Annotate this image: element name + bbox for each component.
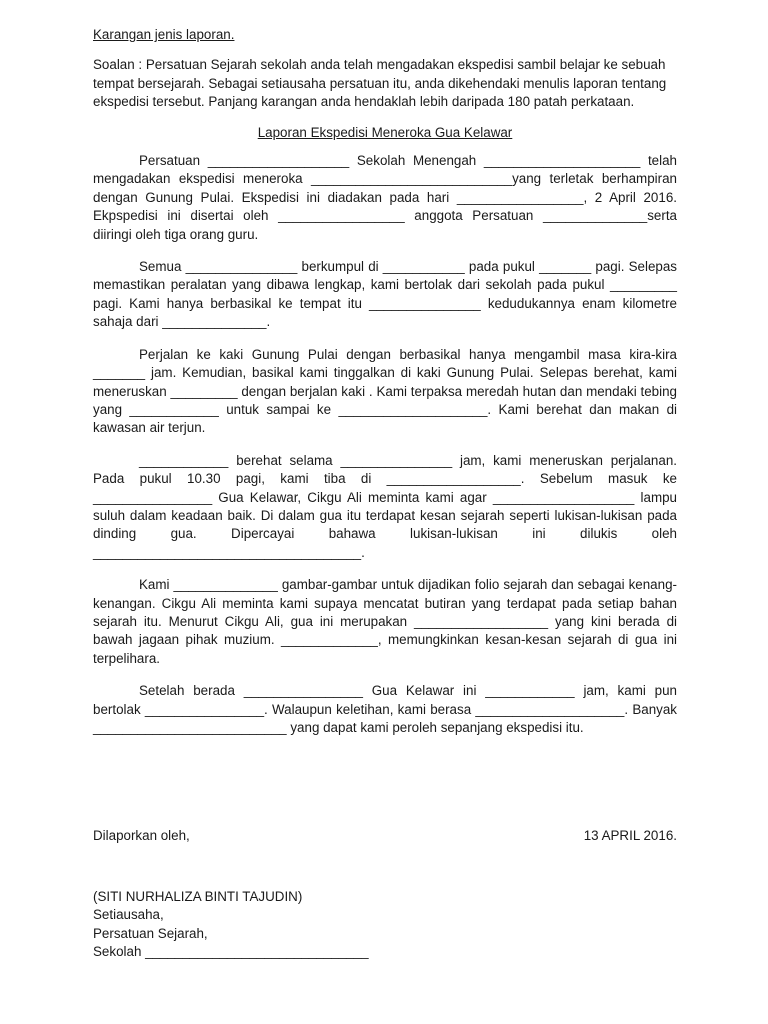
document-heading: Karangan jenis laporan. bbox=[93, 27, 235, 42]
document-page bbox=[93, 26, 677, 961]
report-date: 13 APRIL 2016. bbox=[583, 828, 677, 844]
paragraph: Semua _______________ berkumpul di ___________ pada pukul _______ pagi. Selepas memastikan peralatan yang dibawa lengkap, kami bertolak dari sekolah pada pukul _________ pagi. Kami hanya berbasikal ke tempat itu _______________ kedudukannya enam kilometre sahaja dari ______________. bbox=[93, 259, 677, 330]
signer-block bbox=[93, 888, 677, 962]
report-title: Laporan Ekspedisi Meneroka Gua Kelawar bbox=[257, 124, 513, 140]
signer-name: (SITI NURHALIZA BINTI TAJUDIN) bbox=[93, 888, 303, 904]
signature-row bbox=[93, 827, 677, 845]
reported-by-label: Dilaporkan oleh, bbox=[93, 828, 190, 844]
paragraph: Persatuan ___________________ Sekolah Menengah _____________________ telah mengadakan ekspedisi meneroka ___________________________yang terletak berhampiran dengan Gunung Pulai. Ekspedisi ini diadakan pada hari _________________, 2 April 2016. Ekpspedisi ini disertai oleh _________________ anggota Persatuan ______________serta diiringi oleh tiga orang guru. bbox=[93, 153, 677, 242]
paragraph: Setelah berada ________________ Gua Kelawar ini ____________ jam, kami pun bertolak ________________. Walaupun keletihan, kami berasa ____________________. Banyak __________________________ yang dapat kami peroleh sepanjang ekspedisi itu. bbox=[93, 683, 677, 735]
paragraph: Kami ______________ gambar-gambar untuk dijadikan folio sejarah dan sebagai kenang-kenangan. Cikgu Ali meminta kami supaya mencatat butiran yang terdapat pada setiap bahan sejarah itu. Menurut Cikgu Ali, gua ini merupakan __________________ yang kini berada di bawah jagaan pihak muzium. _____________, memungkinkan kesan-kesan sejarah di gua ini terpelihara. bbox=[93, 577, 677, 666]
paragraph: ____________ berehat selama _______________ jam, kami meneruskan perjalanan. Pada pukul 10.30 pagi, kami tiba di __________________. Sebelum masuk ke ________________ Gua Kelawar, Cikgu Ali meminta kami agar ___________________ lampu suluh dalam keadaan baik. Di dalam gua itu terdapat kesan sejarah seperti lukisan-lukisan pada dinding gua. Dipercayai bahawa lukisan-lukisan ini dilukis oleh ____________________________________. bbox=[93, 452, 677, 560]
paragraph: Perjalan ke kaki Gunung Pulai dengan berbasikal hanya mengambil masa kira-kira _______ jam. Kemudian, basikal kami tinggalkan di kaki Gunung Pulai. Selepas berehat, kami meneruskan _________ dengan berjalan kaki . Kami terpaksa meredah hutan dan mendaki tebing yang ____________ untuk sampai ke ____________________. Kami berehat dan makan di kawasan air terjun. bbox=[93, 346, 677, 436]
signer-school: Sekolah ______________________________ bbox=[93, 944, 369, 960]
question-text: Soalan : Persatuan Sejarah sekolah anda telah mengadakan ekspedisi sambil belajar ke sebuah tempat bersejarah. Sebagai setiausaha persatuan itu, anda dikehendaki menulis laporan tentang ekspedisi tersebut. Panjang karangan anda hendaklah lebih daripada 180 patah perkataan. bbox=[93, 57, 667, 110]
signer-organization: Persatuan Sejarah, bbox=[93, 925, 208, 941]
signer-position: Setiausaha, bbox=[93, 907, 164, 923]
